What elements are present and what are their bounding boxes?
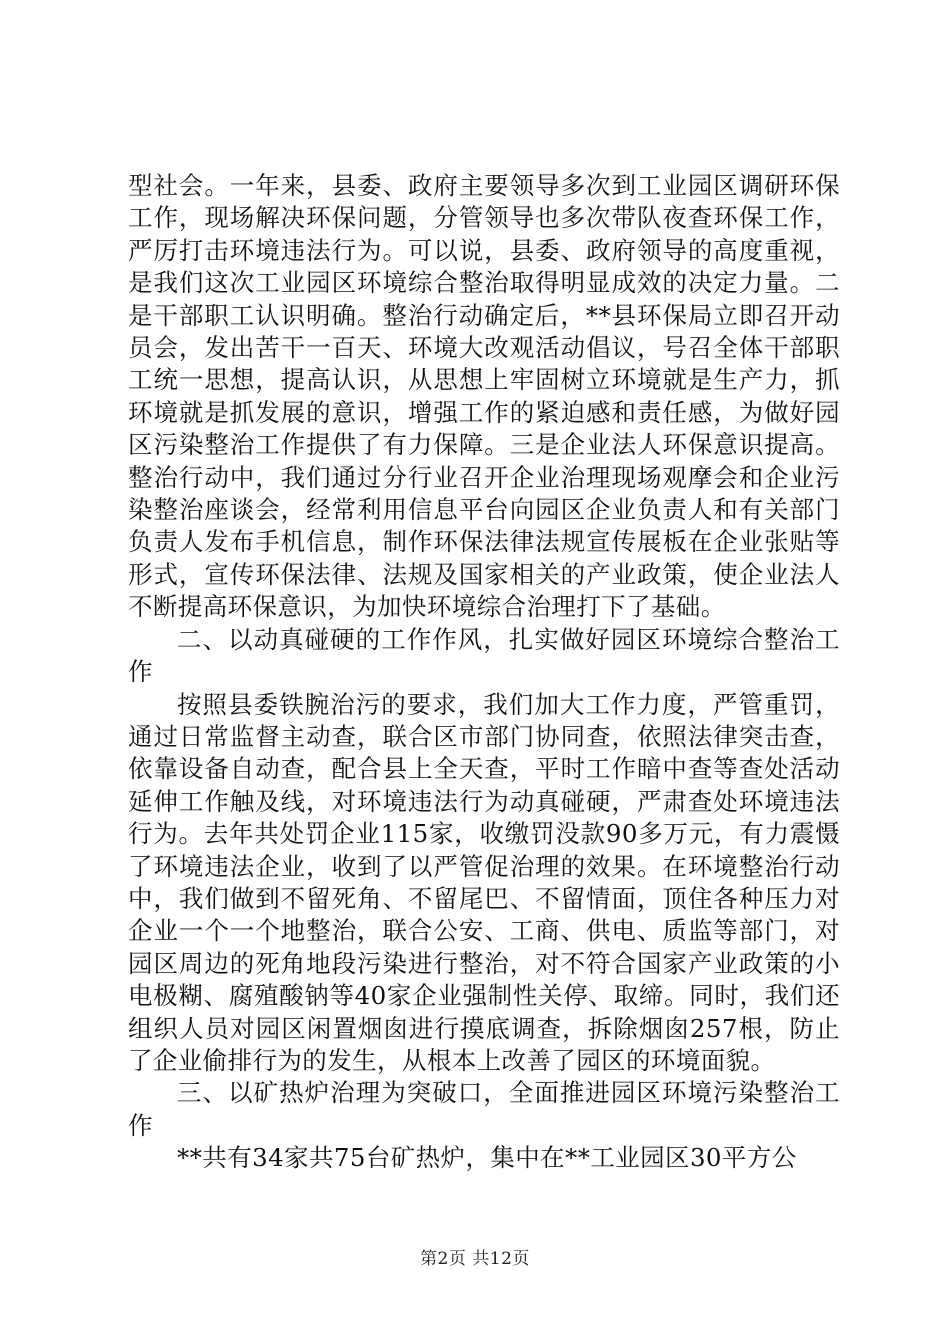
section-heading-two: 二、以动真碰硬的工作作风，扎实做好园区环境综合整治工作 [128,624,840,687]
document-body [128,170,840,1175]
paragraph-enforcement: 按照县委铁腕治污的要求，我们加大工作力度，严管重罚，通过日常监督主动查，联合区市部门协同查，依照法律突击查，依靠设备自动查，配合县上全天查，平时工作暗中查等查处活动延伸工作触及线，对环境违法行为动真碰硬，严肃查处环境违法行为。去年共处罚企业115家，收缴罚没款90多万元，有力震慑了环境违法企业，收到了以严管促治理的效果。在环境整治行动中，我们做到不留死角、不留尾巴、不留情面，顶住各种压力对企业一个一个地整治，联合公安、工商、供电、质监等部门，对园区周边的死角地段污染进行整治，对不符合国家产业政策的小电极糊、腐殖酸钠等40家企业强制性关停、取缔。同时，我们还组织人员对园区闲置烟囱进行摸底调查，拆除烟囱257根，防止了企业偷排行为的发生，从根本上改善了园区的环境面貌。 [128,689,840,1075]
paragraph-furnace-intro: **共有34家共75台矿热炉，集中在**工业园区30平方公 [177,1143,797,1173]
paragraph-leadership-awareness: 型社会。一年来，县委、政府主要领导多次到工业园区调研环保工作，现场解决环保问题，分管领导也多次带队夜查环保工作，严厉打击环境违法行为。可以说，县委、政府领导的高度重视，是我们这次工业园区环境综合整治取得明显成效的决定力量。二是干部职工认识明确。整治行动确定后，**县环保局立即召开动员会，发出苦干一百天、环境大改观活动倡议，号召全体干部职工统一思想，提高认识，从思想上牢固树立环境就是生产力，抓环境就是抓发展的意识，增强工作的紧迫感和责任感，为做好园区污染整治工作提供了有力保障。三是企业法人环保意识提高。整治行动中，我们通过分行业召开企业治理现场观摩会和企业污染整治座谈会，经常利用信息平台向园区企业负责人和有关部门负责人发布手机信息，制作环保法律法规宣传展板在企业张贴等形式，宣传环保法律、法规及国家相关的产业政策，使企业法人不断提高环保意识，为加快环境综合治理打下了基础。 [128,171,840,622]
section-heading-three: 三、以矿热炉治理为突破口，全面推进园区环境污染整治工作 [128,1078,840,1140]
page-number-footer: 第2页 共12页 [420,1249,530,1269]
